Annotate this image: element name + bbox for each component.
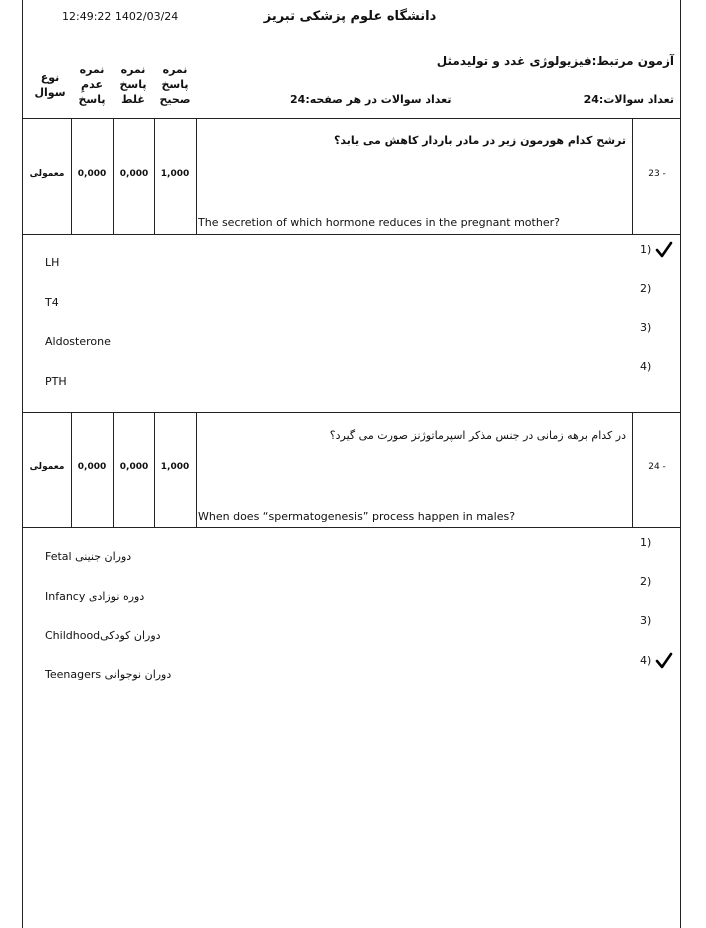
option-number: 4) xyxy=(640,654,652,667)
correct-score: 1,000 xyxy=(160,169,190,179)
option-number: 1) xyxy=(640,536,652,549)
print-timestamp: 12:49:22 1402/03/24 xyxy=(62,10,179,23)
question-type: معمولی xyxy=(29,169,65,179)
divider xyxy=(22,412,681,413)
wrong-score: 0,000 xyxy=(119,169,149,179)
col-correct-answer: نمره پاسخ صحیح xyxy=(159,63,191,106)
option-number: 4) xyxy=(640,360,652,373)
option-text: دوران کودکیChildhood xyxy=(45,629,161,642)
divider xyxy=(22,234,681,235)
question-text-fa: ترشح کدام هورمون زیر در مادر باردار کاهش می یابد؟ xyxy=(333,134,626,147)
no-answer-score: 0,000 xyxy=(77,462,107,472)
option-number: 3) xyxy=(640,614,652,627)
option-text: دوران نوجوانی Teenagers xyxy=(45,668,172,681)
col-question-type: نوع سوال xyxy=(34,71,66,99)
university-name: دانشگاه علوم پزشکی تبریز xyxy=(263,9,437,24)
question-number: 23 - xyxy=(648,169,666,179)
question-text-en: When does “spermatogenesis” process happen in males? xyxy=(198,510,516,523)
col-wrong-answer: نمره پاسخ غلط xyxy=(119,63,147,106)
question-text-en: The secretion of which hormone reduces in the pregnant mother? xyxy=(198,216,560,229)
checkmark-icon xyxy=(655,652,673,670)
option-text: PTH xyxy=(45,375,67,388)
divider xyxy=(22,527,681,528)
correct-score: 1,000 xyxy=(160,462,190,472)
option-text: دوره نوزادی Infancy xyxy=(45,590,145,603)
total-questions: تعداد سوالات:24 xyxy=(583,93,674,106)
option-text: T4 xyxy=(45,296,59,309)
option-number: 2) xyxy=(640,282,652,295)
question-type: معمولی xyxy=(29,462,65,472)
wrong-score: 0,000 xyxy=(119,462,149,472)
divider xyxy=(196,118,197,234)
option-text: دوران جنینی Fetal xyxy=(45,550,132,563)
divider xyxy=(196,412,197,527)
checkmark-icon xyxy=(655,241,673,259)
question-number: 24 - xyxy=(648,462,666,472)
option-number: 1) xyxy=(640,243,652,256)
questions-per-page: تعداد سوالات در هر صفحه:24 xyxy=(290,93,452,106)
option-number: 3) xyxy=(640,321,652,334)
exam-title: آزمون مرتبط:فیزیولوژی غدد و تولیدمثل xyxy=(436,54,674,68)
option-number: 2) xyxy=(640,575,652,588)
question-text-fa: در کدام برهه زمانی در جنس مذکر اسپرماتوژنز صورت می گیرد؟ xyxy=(329,429,626,442)
col-no-answer: نمره عدمِ پاسخ xyxy=(78,63,106,106)
no-answer-score: 0,000 xyxy=(77,169,107,179)
divider xyxy=(22,118,681,119)
option-text: Aldosterone xyxy=(45,335,111,348)
option-text: LH xyxy=(45,256,60,269)
